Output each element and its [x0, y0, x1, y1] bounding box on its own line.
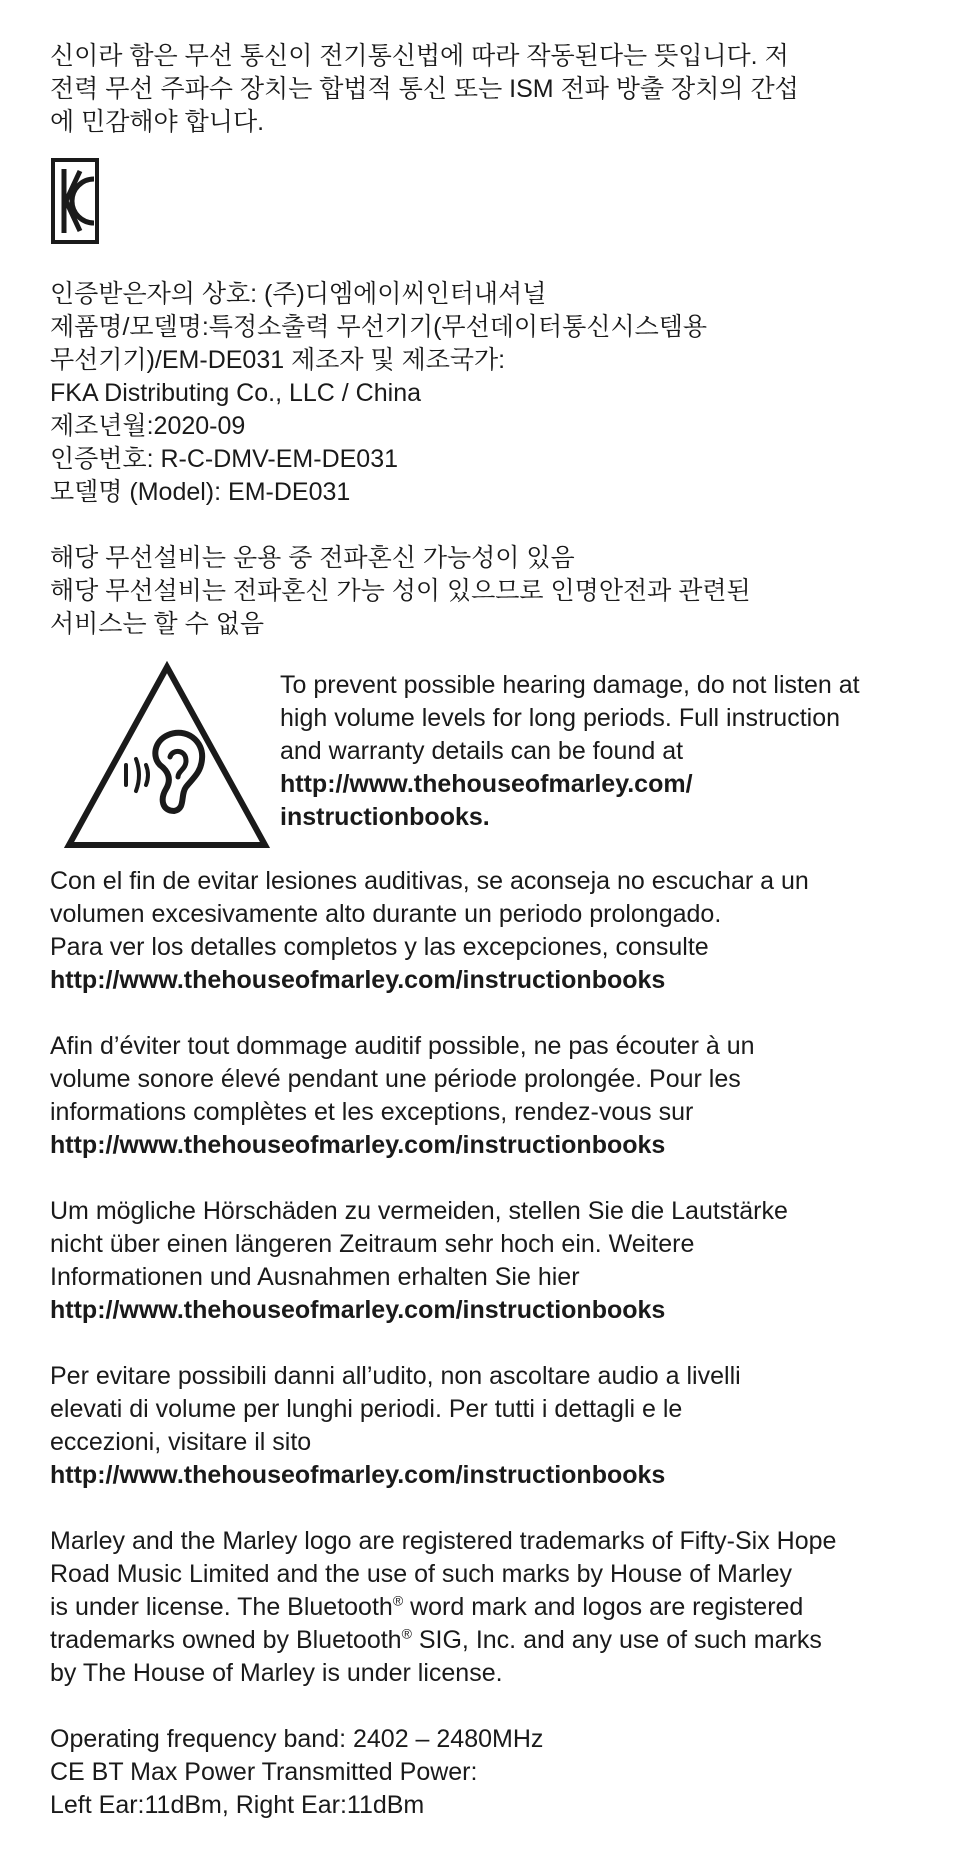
- hearing-damage-warning-icon: [62, 661, 282, 860]
- korean-notice-line: 전력 무선 주파수 장치는 합법적 통신 또는 ISM 전파 방출 장치의 간섭: [50, 75, 799, 103]
- trademark-line: Road Music Limited and the use of such marks by House of Marley: [50, 1560, 793, 1588]
- spanish-instruction-link[interactable]: http://www.thehouseofmarley.com/instructionbooks: [50, 966, 666, 994]
- hearing-warning-text: [280, 669, 860, 834]
- trademark-line: [50, 1624, 914, 1657]
- trademark-line: Marley and the Marley logo are registered trademarks of Fifty-Six Hope: [50, 1527, 837, 1555]
- certification-info: [50, 278, 914, 509]
- italian-notice: [50, 1360, 914, 1492]
- german-line: nicht über einen längeren Zeitraum sehr hoch ein. Weitere: [50, 1230, 695, 1258]
- italian-instruction-link[interactable]: http://www.thehouseofmarley.com/instructionbooks: [50, 1461, 666, 1489]
- certification-line: 인증번호: R-C-DMV-EM-DE031: [50, 445, 399, 473]
- operating-line: Left Ear:11dBm, Right Ear:11dBm: [50, 1791, 425, 1819]
- interference-line: 서비스는 할 수 없음: [50, 610, 265, 638]
- hearing-warning-line: and warranty details can be found at: [280, 737, 684, 765]
- kc-certification-mark-icon: [50, 157, 914, 245]
- certification-line: 제조년월:2020-09: [50, 412, 246, 440]
- certification-line: 제품명/모델명:특정소출력 무선기기(무선데이터통신시스템용: [50, 313, 708, 341]
- french-line: informations complètes et les exceptions, rendez-vous sur: [50, 1098, 694, 1126]
- hearing-warning-line: high volume levels for long periods. Full instruction: [280, 704, 840, 732]
- certification-line: 무선기기)/EM-DE031 제조자 및 제조국가:: [50, 346, 506, 374]
- interference-line: 해당 무선설비는 전파혼신 가능 성이 있으므로 인명안전과 관련된: [50, 577, 751, 605]
- certification-line: 모델명 (Model): EM-DE031: [50, 478, 351, 506]
- french-line: volume sonore élevé pendant une période prolongée. Pour les: [50, 1065, 741, 1093]
- instruction-books-link[interactable]: http://www.thehouseofmarley.com/: [280, 770, 693, 798]
- interference-line: 해당 무선설비는 운용 중 전파혼신 가능성이 있음: [50, 544, 575, 572]
- korean-notice-line: 신이라 함은 무선 통신이 전기통신법에 따라 작동된다는 뜻입니다. 저: [50, 42, 789, 70]
- german-notice: [50, 1195, 914, 1327]
- trademark-notice: [50, 1525, 914, 1690]
- operating-specs: [50, 1723, 914, 1822]
- trademark-line: [50, 1591, 914, 1624]
- italian-line: Per evitare possibili danni all’udito, non ascoltare audio a livelli: [50, 1362, 741, 1390]
- korean-notice-line: 에 민감해야 합니다.: [50, 108, 265, 136]
- spanish-line: volumen excesivamente alto durante un periodo prolongado.: [50, 900, 722, 928]
- instruction-books-link[interactable]: instructionbooks.: [280, 803, 490, 831]
- certification-line: 인증받은자의 상호: (주)디엠에이씨인터내셔널: [50, 280, 547, 308]
- trademark-text: trademarks owned by Bluetooth: [50, 1626, 402, 1654]
- italian-line: elevati di volume per lunghi periodi. Per tutti i dettagli e le: [50, 1395, 683, 1423]
- german-instruction-link[interactable]: http://www.thehouseofmarley.com/instructionbooks: [50, 1296, 666, 1324]
- spanish-line: Para ver los detalles completos y las excepciones, consulte: [50, 933, 709, 961]
- french-notice: [50, 1030, 914, 1162]
- trademark-text: is under license. The Bluetooth: [50, 1593, 393, 1621]
- italian-line: eccezioni, visitare il sito: [50, 1428, 312, 1456]
- registered-mark: ®: [392, 1592, 404, 1609]
- trademark-text: SIG, Inc. and any use of such marks: [411, 1626, 822, 1654]
- hearing-warning-line: To prevent possible hearing damage, do not listen at: [280, 671, 860, 699]
- german-line: Um mögliche Hörschäden zu vermeiden, stellen Sie die Lautstärke: [50, 1197, 788, 1225]
- spanish-line: Con el fin de evitar lesiones auditivas, se aconseja no escuchar a un: [50, 867, 809, 895]
- interference-notice: [50, 542, 914, 641]
- operating-line: Operating frequency band: 2402 – 2480MHz: [50, 1725, 544, 1753]
- french-line: Afin d’éviter tout dommage auditif possible, ne pas écouter à un: [50, 1032, 755, 1060]
- registered-mark: ®: [401, 1625, 412, 1642]
- trademark-line: by The House of Marley is under license.: [50, 1659, 503, 1687]
- spanish-notice: [50, 865, 914, 997]
- operating-line: CE BT Max Power Transmitted Power:: [50, 1758, 478, 1786]
- korean-notice: [50, 40, 914, 139]
- german-line: Informationen und Ausnahmen erhalten Sie hier: [50, 1263, 580, 1291]
- trademark-text: word mark and logos are registered: [403, 1593, 804, 1621]
- hearing-warning: [50, 661, 914, 861]
- certification-line: FKA Distributing Co., LLC / China: [50, 379, 421, 407]
- french-instruction-link[interactable]: http://www.thehouseofmarley.com/instructionbooks: [50, 1131, 666, 1159]
